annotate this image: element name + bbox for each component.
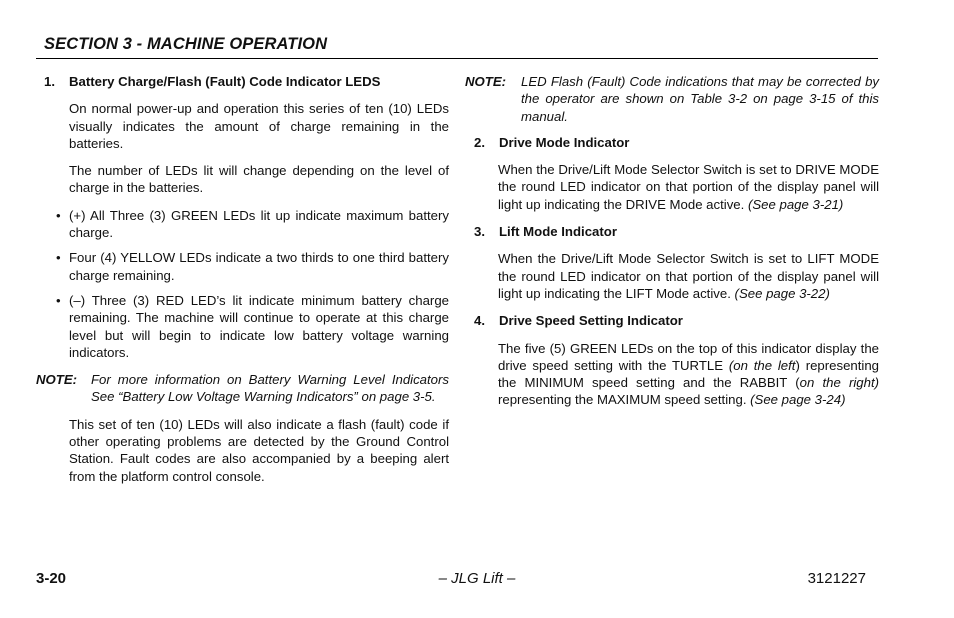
header-rule [36,58,878,59]
item-4-title: Drive Speed Setting Indicator [499,313,683,329]
section-title: SECTION 3 - MACHINE OPERATION [44,35,328,53]
item-4-italic-1: (on the left [728,357,796,373]
bullet-text: (–) Three (3) RED LED’s lit indicate minimum battery charge remaining. The machine will continue to operate at this charge level but will begin to indicate low battery voltage warning indicators. [69,292,449,360]
item-4-text-2: ) representing the MINIMUM speed setting and the RABBIT ( [498,357,879,391]
note-fault-codes [465,73,879,125]
item-1-paragraph-2: The number of LEDs lit will change depending on the level of charge in the batteries. [69,163,449,196]
bullet-icon: • [56,292,61,308]
item-4-paragraph [498,340,879,409]
item-3-number: 3. [474,224,485,240]
item-3-page-reference: (See page 3-22) [734,285,830,301]
item-3-paragraph [498,250,879,302]
bullet-item [56,249,449,284]
footer-title: – JLG Lift – [438,570,516,587]
item-1-number: 1. [44,74,55,89]
item-1-heading [36,73,449,90]
bullet-icon: • [56,250,61,266]
bullet-text: Four (4) YELLOW LEDs indicate a two thirds to one third battery charge remaining. [69,250,449,283]
item-4-text-1: The five (5) GREEN LEDs on the top of this indicator display the drive speed setting with the TURTLE [498,340,879,373]
left-column [36,73,449,495]
item-4-italic-2: on the right) [799,375,880,391]
item-3-heading [465,223,879,240]
bullet-text: (+) All Three (3) GREEN LEDs lit up indicate maximum battery charge. [69,207,449,241]
item-3-title: Lift Mode Indicator [499,224,617,240]
item-1-paragraph-3: This set of ten (10) LEDs will also indicate a flash (fault) code if other operating problems are detected by the Ground Control Station. Fault codes are also accompanied by a beeping alert from the platform control console. [69,416,449,484]
item-1-title: Battery Charge/Flash (Fault) Code Indicator LEDS [69,74,381,89]
page-number: 3-20 [36,570,67,587]
bullet-item [56,207,449,242]
note-text: For more information on Battery Warning Level Indicators See “Battery Low Voltage Warning Indicators” on page 3-5. [91,372,449,405]
item-1-paragraph-1: On normal power-up and operation this series of ten (10) LEDs visually indicates the amount of charge remaining in the batteries. [69,101,449,151]
bullet-icon: • [56,207,61,223]
item-2-text: When the Drive/Lift Mode Selector Switch is set to DRIVE MODE the round LED indicator on that portion of the display panel will light up indicating the DRIVE Mode active. [498,162,879,212]
note-battery [36,371,449,406]
note-label: NOTE: [36,372,78,388]
item-4-number: 4. [474,313,485,329]
note-label: NOTE: [465,74,507,89]
item-4-page-reference: (See page 3-24) [750,392,846,408]
item-4-heading [465,312,879,329]
item-3-text: When the Drive/Lift Mode Selector Switch is set to LIFT MODE the round LED indicator on that portion of the display panel will light up indicating the LIFT Mode active. [498,251,879,301]
item-2-heading [465,134,879,151]
document-number: 3121227 [807,570,866,587]
item-2-page-reference: (See page 3-21) [747,196,844,212]
item-4-text-3: representing the MAXIMUM speed setting. [498,392,747,408]
item-2-title: Drive Mode Indicator [499,134,630,150]
item-2-paragraph [498,161,879,213]
item-2-number: 2. [474,134,485,150]
bullet-item [56,292,449,361]
right-column [465,73,879,419]
note-text: LED Flash (Fault) Code indications that may be corrected by the operator are shown on Table 3-2 on page 3-15 of this manual. [521,74,879,124]
